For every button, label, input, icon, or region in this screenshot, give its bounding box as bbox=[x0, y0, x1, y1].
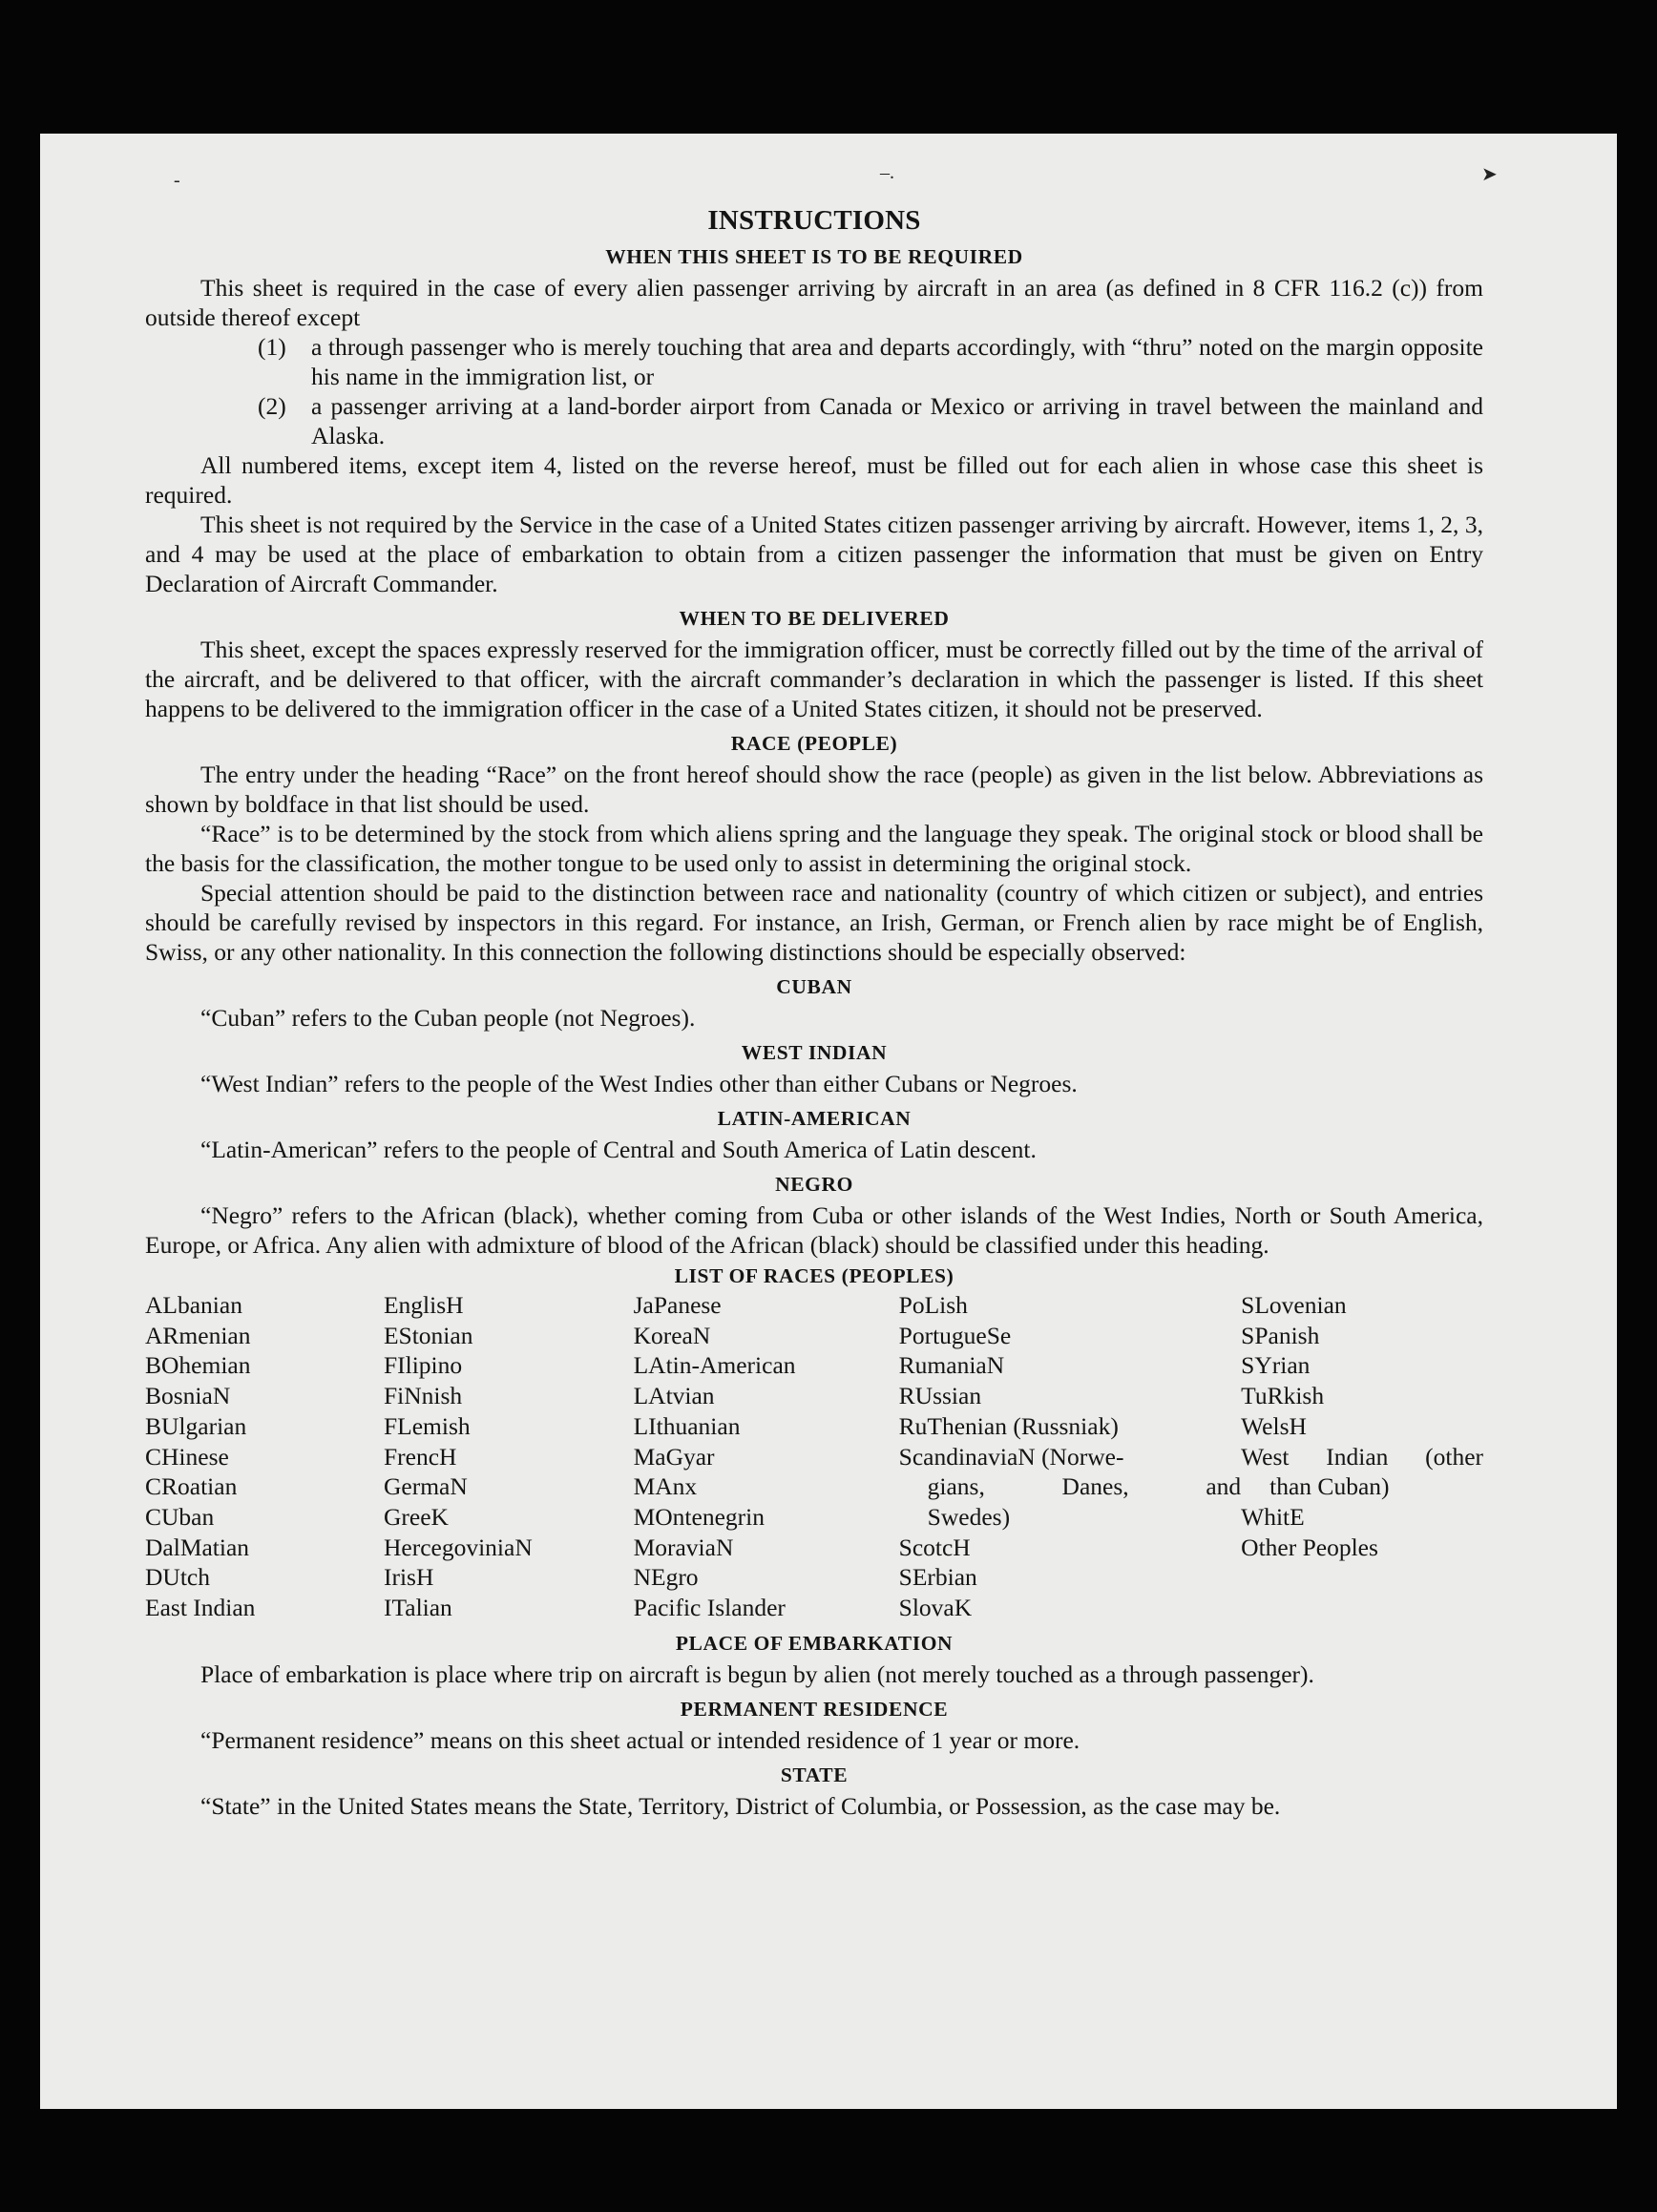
list-item: ITalian bbox=[383, 1594, 452, 1622]
paragraph-residence: “Permanent residence” means on this sheet actual or intended residence of 1 year or more. bbox=[200, 1725, 1080, 1754]
item-number: (2) bbox=[258, 392, 286, 420]
races-column-5 bbox=[1241, 1290, 1483, 1623]
list-item: NEgro bbox=[633, 1563, 699, 1592]
paragraph-embarkation: Place of embarkation is place where trip on aircraft is begun by alien (not merely touched as a through passenger). bbox=[200, 1659, 1314, 1688]
paragraph-negro: “Negro” refers to the African (black), whether coming from Cuba or other islands of the West Indies, North or South America, Europe, or Africa. Any alien with admixture of blood of the African (black) should be classified under this heading. bbox=[145, 1201, 1483, 1259]
heading-west-indian: WEST INDIAN bbox=[741, 1041, 888, 1064]
heading-race: RACE (PEOPLE) bbox=[730, 732, 898, 755]
document-page bbox=[40, 134, 1617, 2109]
list-item: GreeK bbox=[383, 1502, 449, 1531]
list-item: BUlgarian bbox=[145, 1411, 247, 1440]
list-item: PortugueSe bbox=[898, 1321, 1012, 1349]
list-item: ScandinaviaN (Norwe- bbox=[898, 1442, 1124, 1471]
list-item-continuation: than Cuban) bbox=[1269, 1472, 1390, 1501]
races-list bbox=[145, 1290, 1483, 1623]
list-item: LAtvian bbox=[633, 1382, 715, 1410]
scan-speck: - bbox=[174, 170, 180, 191]
heading-state: STATE bbox=[780, 1763, 849, 1786]
list-item: FiNnish bbox=[383, 1382, 463, 1410]
list-item: EStonian bbox=[383, 1321, 473, 1349]
list-item: DalMatian bbox=[145, 1533, 250, 1561]
list-item: TuRkish bbox=[1241, 1382, 1325, 1410]
list-item: MoraviaN bbox=[633, 1533, 734, 1561]
list-item: CUban bbox=[145, 1502, 215, 1531]
list-item: MOntenegrin bbox=[633, 1502, 765, 1531]
list-item: PoLish bbox=[898, 1291, 968, 1319]
list-item: RumaniaN bbox=[898, 1351, 1005, 1380]
list-item: CRoatian bbox=[145, 1472, 238, 1501]
list-item bbox=[258, 391, 1483, 450]
list-item-continuation: Swedes) bbox=[927, 1502, 1011, 1531]
list-item: SYrian bbox=[1241, 1351, 1311, 1380]
list-item: HercegoviniaN bbox=[383, 1533, 533, 1561]
item-text: a through passenger who is merely touching that area and departs accordingly, with “thru” noted on the margin opposite his name in the immigration list, or bbox=[311, 333, 1483, 390]
paragraph-latin-american: “Latin-American” refers to the people of Central and South America of Latin descent. bbox=[200, 1136, 1037, 1163]
list-item: KoreaN bbox=[633, 1321, 711, 1349]
paragraph-citizen: This sheet is not required by the Service in the case of a United States citizen passenger arriving by aircraft. However, items 1, 2, 3, and 4 may be used at the place of embarkation to obtain from a citizen passenger the information that must be given on Entry Declaration of Aircraft Commander. bbox=[145, 511, 1483, 597]
list-item: GermaN bbox=[383, 1472, 468, 1501]
paragraph-race-nationality: Special attention should be paid to the distinction between race and nationality (country of which citizen or subject), and entries should be carefully revised by inspectors in this regard. For instance, an Irish, German, or French alien by race might be of English, Swiss, or any other nationality. In this connection the following distinctions should be especially observed: bbox=[145, 879, 1483, 966]
list-item: Other Peoples bbox=[1241, 1533, 1378, 1561]
list-item: SLovenian bbox=[1241, 1291, 1347, 1319]
races-column-4 bbox=[899, 1290, 1242, 1623]
paragraph-state: “State” in the United States means the State, Territory, District of Columbia, or Possession, as the case may be. bbox=[200, 1791, 1281, 1820]
list-item bbox=[258, 332, 1483, 391]
scan-speck: ➤ bbox=[1481, 164, 1498, 185]
list-item: FIlipino bbox=[383, 1351, 463, 1380]
heading-place-of-embarkation: PLACE OF EMBARKATION bbox=[675, 1631, 954, 1655]
list-item: MaGyar bbox=[633, 1442, 715, 1471]
page-title: INSTRUCTIONS bbox=[707, 205, 921, 236]
list-item: WelsH bbox=[1241, 1411, 1307, 1440]
list-item: ALbanian bbox=[145, 1291, 242, 1319]
list-item: RUssian bbox=[898, 1382, 982, 1410]
list-item: SPanish bbox=[1241, 1321, 1320, 1349]
list-item: MAnx bbox=[633, 1472, 698, 1501]
heading-list-of-races: LIST OF RACES (PEOPLES) bbox=[674, 1264, 954, 1287]
list-item: WhitE bbox=[1241, 1502, 1305, 1531]
item-number: (1) bbox=[258, 333, 286, 361]
item-text: a passenger arriving at a land-border airport from Canada or Mexico or arriving in travel between the mainland and Alaska. bbox=[311, 392, 1483, 449]
races-column-2 bbox=[384, 1290, 634, 1623]
paragraph-delivered: This sheet, except the spaces expressly reserved for the immigration officer, must be correctly filled out by the time of the arrival of the aircraft, and be delivered to that officer, with the aircraft commander’s declaration in which the passenger is listed. If this sheet happens to be delivered to the immigration officer in the case of a United States citizen, it should not be preserved. bbox=[145, 636, 1483, 722]
heading-latin-american: LATIN-AMERICAN bbox=[717, 1107, 912, 1130]
heading-when-required: WHEN THIS SHEET IS TO BE REQUIRED bbox=[605, 245, 1023, 268]
races-column-3 bbox=[634, 1290, 899, 1623]
list-item: ARmenian bbox=[145, 1321, 251, 1349]
paragraph-race-entry: The entry under the heading “Race” on the front hereof should show the race (people) as given in the list below. Abbreviations as shown by boldface in that list should be used. bbox=[145, 761, 1483, 818]
list-item: IrisH bbox=[383, 1563, 434, 1592]
list-item: FLemish bbox=[383, 1411, 471, 1440]
paragraph-west-indian: “West Indian” refers to the people of the West Indies other than either Cubans or Negroes. bbox=[200, 1070, 1078, 1097]
list-item: LAtin-American bbox=[633, 1351, 796, 1380]
list-item: RuThenian (Russniak) bbox=[898, 1411, 1119, 1440]
list-item: LIthuanian bbox=[633, 1411, 741, 1440]
paragraph-race-determination: “Race” is to be determined by the stock from which aliens spring and the language they speak. The original stock or blood shall be the basis for the classification, the mother tongue to be used only to assist in determining the original stock. bbox=[145, 820, 1483, 877]
paragraph-required-intro: This sheet is required in the case of every alien passenger arriving by aircraft in an area (as defined in 8 CFR 116.2 (c)) from outside thereof except bbox=[145, 274, 1483, 331]
heading-negro: NEGRO bbox=[775, 1173, 853, 1196]
heading-cuban: CUBAN bbox=[776, 975, 852, 998]
list-item: FrencH bbox=[383, 1442, 457, 1471]
heading-permanent-residence: PERMANENT RESIDENCE bbox=[680, 1697, 949, 1721]
list-item: Pacific Islander bbox=[633, 1594, 786, 1622]
heading-when-delivered: WHEN TO BE DELIVERED bbox=[679, 607, 950, 630]
list-item: DUtch bbox=[145, 1563, 210, 1592]
races-column-1 bbox=[145, 1290, 384, 1623]
paragraph-numbered-items: All numbered items, except item 4, listed on the reverse hereof, must be filled out for each alien in whose case this sheet is required. bbox=[145, 451, 1483, 509]
list-item: East Indian bbox=[145, 1594, 256, 1622]
list-item: EnglisH bbox=[383, 1291, 464, 1319]
paragraph-cuban: “Cuban” refers to the Cuban people (not Negroes). bbox=[200, 1004, 696, 1032]
list-item: West Indian (other bbox=[1241, 1442, 1484, 1471]
list-item: BOhemian bbox=[145, 1351, 251, 1380]
list-item: CHinese bbox=[145, 1442, 229, 1471]
list-item: BosniaN bbox=[145, 1382, 231, 1410]
list-item: JaPanese bbox=[633, 1291, 722, 1319]
list-item: SErbian bbox=[898, 1563, 977, 1592]
list-item: ScotcH bbox=[898, 1533, 971, 1561]
list-item-continuation: gians, Danes, and bbox=[927, 1472, 1242, 1501]
list-item: SlovaK bbox=[898, 1594, 973, 1622]
scan-speck: –. bbox=[880, 162, 894, 183]
